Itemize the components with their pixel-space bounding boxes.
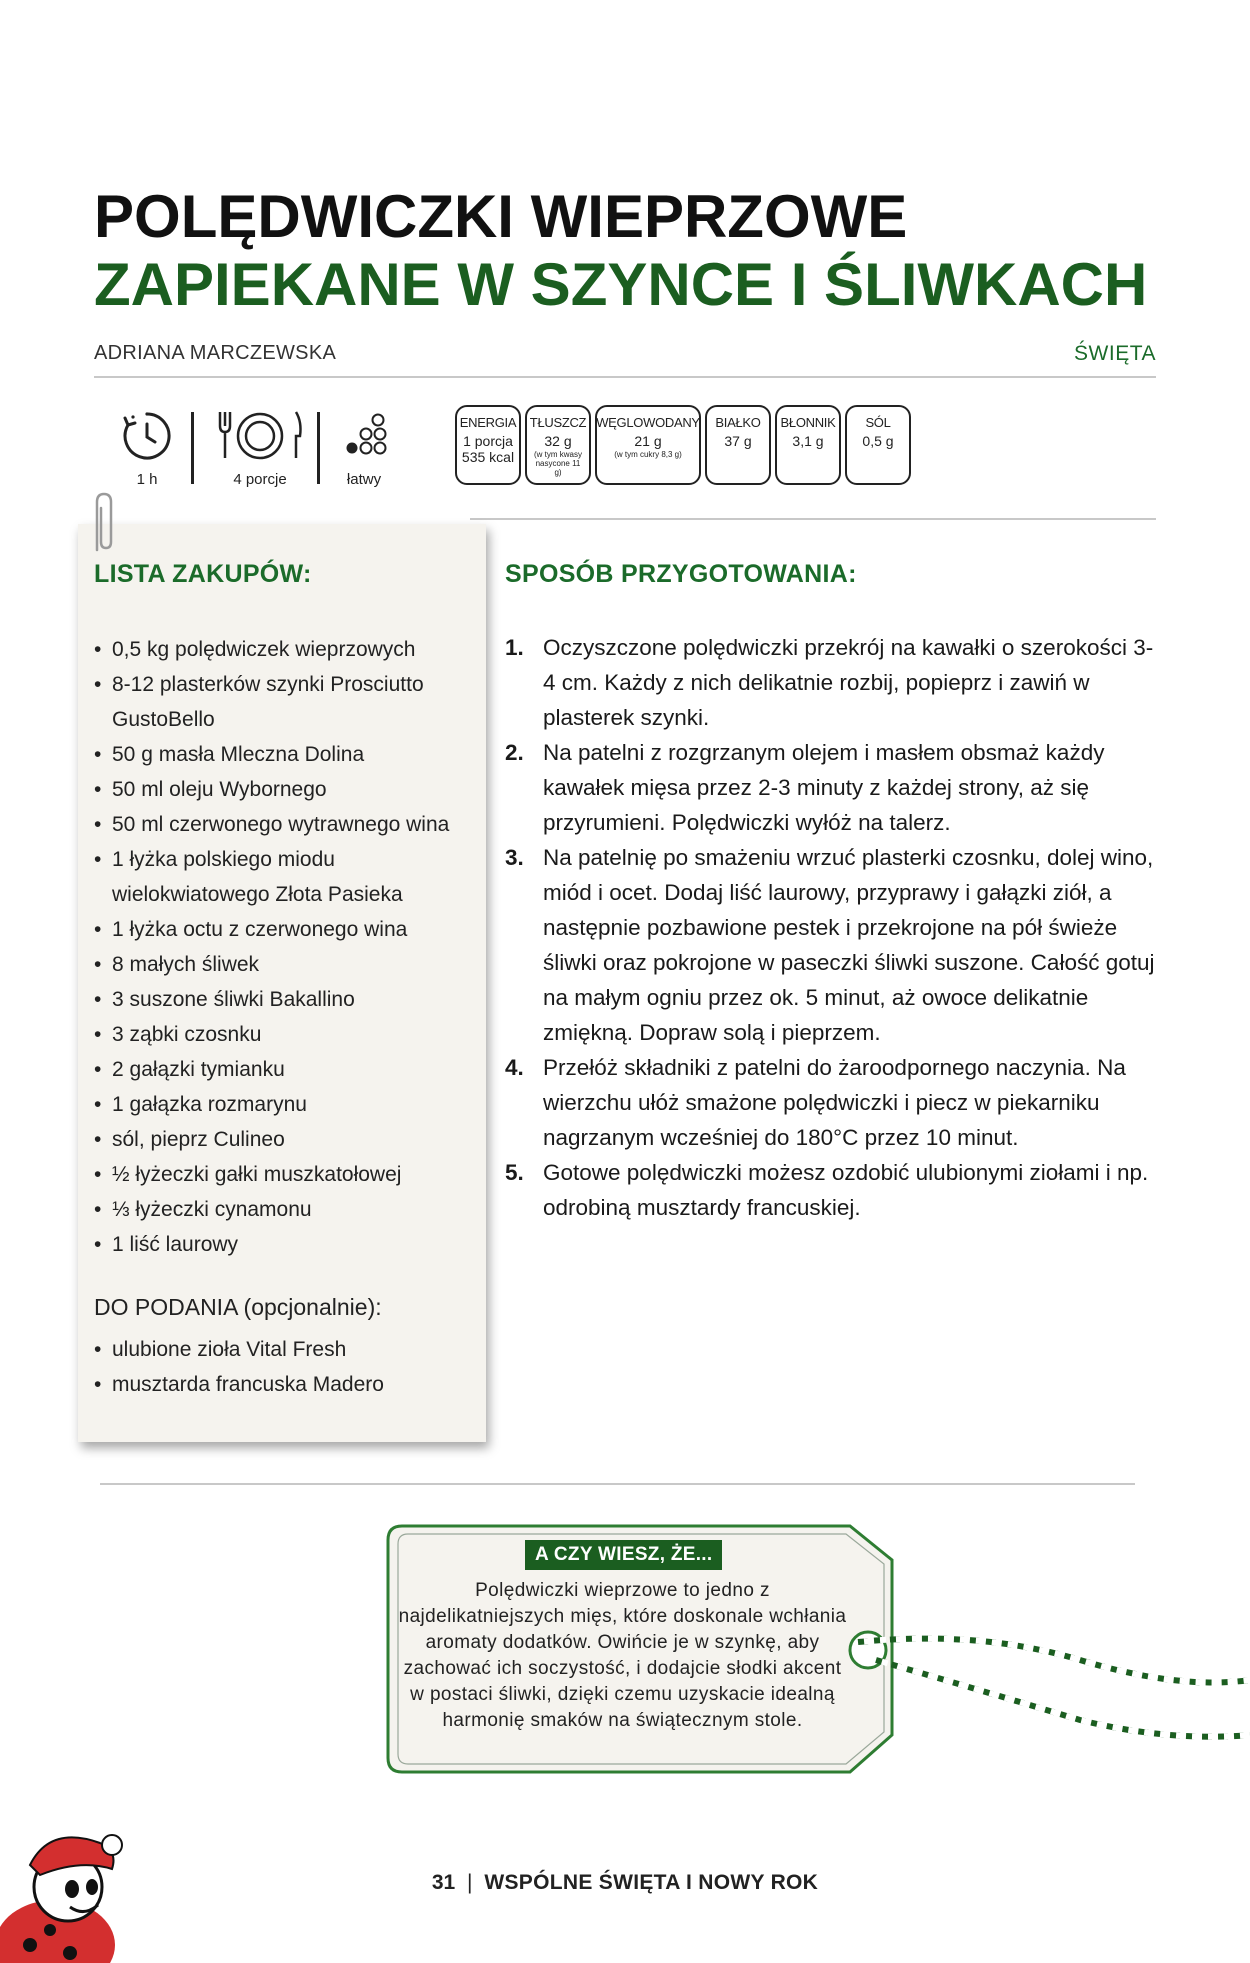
nutrition-value: 1 porcja bbox=[463, 433, 513, 449]
step-number: 5. bbox=[505, 1160, 524, 1185]
preparation-steps bbox=[505, 630, 1155, 1225]
list-item: • 1 gałązka rozmarynu bbox=[94, 1087, 479, 1122]
list-item: • 0,5 kg polędwiczek wieprzowych bbox=[94, 632, 479, 667]
nutrition-carbs bbox=[595, 405, 701, 485]
nutrition-name: ENERGIA bbox=[459, 415, 517, 430]
list-item: • 3 ząbki czosnku bbox=[94, 1017, 479, 1052]
list-item: • 1 liść laurowy bbox=[94, 1227, 479, 1262]
page-footer bbox=[0, 1871, 1250, 1895]
nutrition-value: 535 kcal bbox=[461, 449, 515, 465]
nutrition-sub: (w tym kwasy nasycone 11 g) bbox=[534, 450, 582, 477]
tip-heading: A CZY WIESZ, ŻE... bbox=[525, 1540, 722, 1570]
list-item: • ⅓ łyżeczki cynamonu bbox=[94, 1192, 479, 1227]
nutrition-name: SÓL bbox=[865, 415, 891, 430]
step-item bbox=[505, 735, 1155, 840]
list-item: • 50 ml czerwonego wytrawnego wina bbox=[94, 807, 479, 842]
nutrition-fat bbox=[525, 405, 591, 485]
step-text: Na patelnię po smażeniu wrzuć plasterki czosnku, dolej wino, miód i ocet. Dodaj liść laurowy, przyprawy i gałązki ziół, a następnie pozbawione pestek i przekrojone na pół świeże śliwki oraz pokrojone w paseczki śliwki suszone. Całość gotuj na małym ogniu przez ok. 5 minut, aż owoce delikatnie zmiękną. Dopraw solą i pieprzem. bbox=[543, 845, 1155, 1045]
list-item: • 8-12 plasterków szynki Prosciutto GustoBello bbox=[94, 667, 479, 737]
step-text: Oczyszczone polędwiczki przekrój na kawałki o szerokości 3-4 cm. Każdy z nich delikatnie rozbij, popieprz i zawiń w plasterek szynki. bbox=[543, 635, 1154, 730]
recipe-title-line1: POLĘDWICZKI WIEPRZOWE bbox=[94, 183, 908, 250]
step-text: Przełóż składniki z patelni do żaroodpornego naczynia. Na wierzchu ułóż smażone polędwiczki i piecz w piekarniku nagrzanym wcześniej do 180°C przez 10 minut. bbox=[543, 1055, 1126, 1150]
step-item bbox=[505, 840, 1155, 1050]
list-item: • musztarda francuska Madero bbox=[94, 1367, 479, 1402]
step-text: Gotowe polędwiczki możesz ozdobić ulubionymi ziołami i np. odrobiną musztardy francuskiej. bbox=[543, 1160, 1149, 1220]
nutrition-name: BIAŁKO bbox=[715, 415, 761, 430]
category-label: ŚWIĘTA bbox=[1074, 342, 1156, 365]
step-number: 1. bbox=[505, 635, 524, 660]
paperclip-icon bbox=[88, 490, 118, 556]
list-item: • 50 ml oleju Wybornego bbox=[94, 772, 479, 807]
nutrition-value: 32 g bbox=[544, 433, 572, 449]
nutrition-salt bbox=[845, 405, 911, 485]
list-item: • 2 gałązki tymianku bbox=[94, 1052, 479, 1087]
nutrition-value: 0,5 g bbox=[862, 433, 894, 449]
step-item bbox=[505, 1050, 1155, 1155]
nutrition-name: TŁUSZCZ bbox=[529, 415, 587, 430]
step-number: 4. bbox=[505, 1055, 524, 1080]
recipe-title-line2: ZAPIEKANE W SZYNCE I ŚLIWKACH bbox=[94, 251, 1148, 318]
meta-portions bbox=[214, 408, 306, 488]
preparation-title: SPOSÓB PRZYGOTOWANIA: bbox=[505, 560, 857, 588]
nutrition-name: WĘGLOWODANY bbox=[596, 415, 700, 430]
step-item bbox=[505, 1155, 1155, 1225]
nutrition-value: 37 g bbox=[724, 433, 752, 449]
nutrition-protein bbox=[705, 405, 771, 485]
meta-separator bbox=[191, 412, 194, 484]
meta-separator bbox=[317, 412, 320, 484]
time-label: 1 h bbox=[136, 471, 158, 488]
step-number: 2. bbox=[505, 740, 524, 765]
footer-separator: | bbox=[467, 1871, 473, 1894]
nutrition-value: 21 g bbox=[634, 433, 662, 449]
list-item: • 3 suszone śliwki Bakallino bbox=[94, 982, 479, 1017]
list-item: • 1 łyżka octu z czerwonego wina bbox=[94, 912, 479, 947]
serving-title: DO PODANIA (opcjonalnie): bbox=[94, 1294, 382, 1320]
nutrition-fiber bbox=[775, 405, 841, 485]
nutrition-sub: (w tym cukry 8,3 g) bbox=[614, 450, 682, 459]
list-item: • 1 łyżka polskiego miodu wielokwiatowego Złota Pasieka bbox=[94, 842, 479, 912]
divider-middle bbox=[470, 518, 1156, 520]
step-number: 3. bbox=[505, 845, 524, 870]
list-item: • sól, pieprz Culineo bbox=[94, 1122, 479, 1157]
shopping-list-card bbox=[78, 524, 486, 1442]
tip-text: Polędwiczki wieprzowe to jedno z najdelikatniejszych mięs, które doskonale wchłania aromaty dodatków. Owińcie je w szynkę, aby zachować ich soczystość, i dodajcie słodki akcent w postaci śliwki, dzięki czemu uzyskacie idealną harmonię smaków na świątecznym stole. bbox=[398, 1580, 847, 1731]
nutrition-name: BŁONNIK bbox=[780, 415, 836, 430]
divider-top bbox=[94, 376, 1156, 378]
nutrition-panel bbox=[455, 405, 911, 485]
publication-title: WSPÓLNE ŚWIĘTA I NOWY ROK bbox=[484, 1871, 819, 1894]
clock-icon bbox=[116, 408, 178, 464]
difficulty-label: łatwy bbox=[346, 471, 382, 488]
list-item: • 50 g masła Mleczna Dolina bbox=[94, 737, 479, 772]
list-item: • ½ łyżeczki gałki muszkatołowej bbox=[94, 1157, 479, 1192]
author-name: ADRIANA MARCZEWSKA bbox=[94, 342, 337, 364]
list-item: • 8 małych śliwek bbox=[94, 947, 479, 982]
portions-label: 4 porcje bbox=[233, 471, 287, 488]
shopping-list-title: LISTA ZAKUPÓW: bbox=[94, 560, 312, 588]
difficulty-dots-icon bbox=[336, 408, 392, 464]
nutrition-value: 3,1 g bbox=[792, 433, 824, 449]
meta-difficulty bbox=[336, 408, 392, 488]
meta-time bbox=[116, 408, 178, 488]
page-number: 31 bbox=[431, 1871, 456, 1894]
plate-cutlery-icon bbox=[214, 408, 306, 464]
ingredient-list bbox=[94, 632, 479, 1262]
serving-list bbox=[94, 1332, 479, 1402]
list-item: • ulubione zioła Vital Fresh bbox=[94, 1332, 479, 1367]
nutrition-energy bbox=[455, 405, 521, 485]
divider-bottom bbox=[100, 1483, 1135, 1485]
step-item bbox=[505, 630, 1155, 735]
step-text: Na patelni z rozgrzanym olejem i masłem obsmaż każdy kawałek mięsa przez 2-3 minuty z każdej strony, aż się przyrumieni. Polędwiczki wyłóż na talerz. bbox=[543, 740, 1105, 835]
